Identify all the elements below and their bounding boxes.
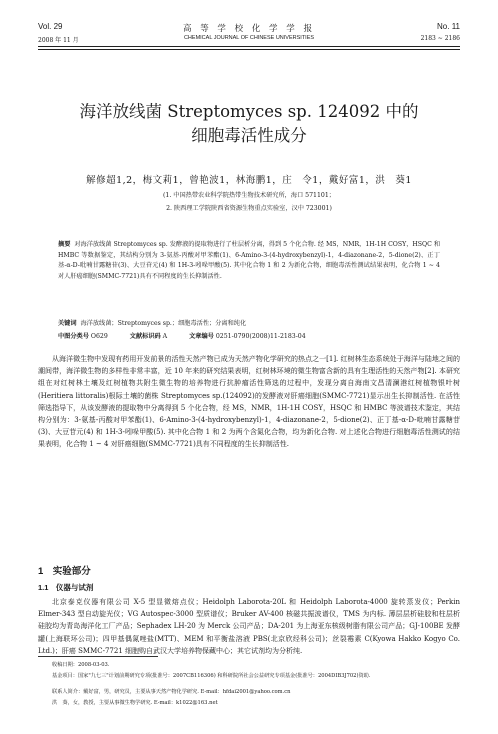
abstract-text: 对海洋放线菌 Streptomyces sp. 发酵液的提取物进行了柱层析分离，得到 5 个化合物. 经 MS，NMR，1H-1H COSY，HSQC 和 HMBC 等数据鉴定，其结构分别为 3-氨基-丙酸对甲苯酯(1)、6-Amino-3-(4-hydroxybenzyl)-1，4-diazonane-2，5-dione(2)、正丁基-α-D-吡喃甘露糖苷(3)、大豆苷元(4) 和 1H-3-吲哚甲酸(5). 其中化合物 1 和 2 为新化合物，细胞毒活性测试结果表明，化合物 1 ~ 4 对人肝癌细胞(SMMC-7721)具有不同程度的生长抑制活性. (58, 241, 441, 280)
issue-date: 2008 年 11 月 (38, 37, 79, 44)
doc-code-value: A (162, 333, 168, 340)
subsection-heading-1-1: 1.1 仪器与试剂 (38, 583, 94, 592)
keywords-label: 关键词 (58, 320, 77, 327)
keywords-text: 海洋放线菌；Streptomyces sp.；细胞毒活性；分离和纯化 (80, 320, 247, 327)
issue: No. 11 (437, 22, 460, 31)
paper-title (40, 100, 458, 148)
abstract-label: 摘要 (58, 241, 71, 248)
footnote-rule (38, 656, 158, 657)
author-list: 解修超1,2，梅文莉1，曾艳波1，林海鹏1，庄 令1，戴好富1，洪 葵1 (86, 175, 412, 186)
header-rule-thin (38, 49, 460, 50)
clc-label: 中图分类号 (58, 333, 89, 340)
footnote-contact-1: 联系人简介：戴好富，男，研究员，主要从事天然产物化学研究. E-mail：hfdai2001@yahoo.com.cn (52, 689, 291, 695)
footnote-funding: 基金项目：国家"九七三"计划前期研究专项(批准号：2007CB116306) 和科研院所社会公益研究专项基金(批准号：2004DIB3J702)资助. (52, 673, 371, 679)
footnote-contact-2: 洪 葵，女，教授，主要从事微生物学研究. E-mail：k1022@163.net (52, 700, 218, 706)
journal-name-en: CHEMICAL JOURNAL OF CHINESE UNIVERSITIES (183, 35, 315, 41)
article-no-label: 文章编号 (189, 333, 214, 340)
title-line-1: 海洋放线菌 Streptomyces sp. 124092 中的 (79, 102, 419, 121)
footnote-received: 收稿日期：2008-03-03. (52, 662, 110, 668)
classification (58, 331, 440, 340)
introduction: 从海洋微生物中发现有药用开发前景的活性天然产物已成为天然产物化学研究的热点之一[1]. 红树林生态系统处于海洋与陆地之间的潮间带，海洋微生物的多样性非常丰富，近 10 年来的研究结果表明，红树林环境的微生物富含新的具有生理活性的天然产物[2]. 本研究组在对红树林土壤及红树植物共附生微生物的培养物进行抗肿瘤活性筛选的过程中，发现分离自海南文昌清澜港红树植物银叶树(Heritiera littoralis)根际土壤的菌株 Streptomyces sp.(124092)的发酵液对肝癌细胞(SMMC-7721)显示出生长抑制活性. 在活性筛选指导下，从该发酵液的提取物中分离得到 5 个化合物，经 MS，NMR，1H-1H COSY，HSQC 和 HMBC 等波谱技术鉴定，其结构分别为：3-氨基-丙酸对甲苯酯(1)、6-Amino-3-(4-hydroxybenzyl)-1，4-diazonane-2，5-dione(2)、正丁基-α-D-吡喃甘露糖苷(3)、大豆苷元(4) 和 1H-3-吲哚甲酸(5). 其中化合物 1 和 2 为两个含氮化合物，均为新化合物. 对上述化合物进行细胞毒活性测试的结果表明，化合物 1 ~ 4 对肝癌细胞(SMMC-7721)具有不同程度的生长抑制活性. (38, 355, 460, 449)
journal-name-cn: 高 等 学 校 化 学 学 报 (183, 24, 315, 34)
section-heading: 1 实验部分 (38, 566, 91, 577)
header-rule (38, 46, 460, 47)
volume: Vol. 29 (38, 22, 63, 31)
keywords (58, 318, 440, 327)
doc-code-label: 文献标识码 (129, 333, 161, 340)
affiliation-2: 2. 陕西理工学院陕西省资源生物重点实验室，汉中 723001) (166, 205, 332, 212)
title-line-2: 细胞毒活性成分 (191, 126, 307, 145)
abstract (58, 240, 440, 282)
clc-value: O629 (90, 333, 108, 340)
instruments-text: 北京泰克仪器有限公司 X-5 型显微熔点仪；Heidolph Laborota-20L 和 Heidolph Laborota-4000 旋转蒸发仪；Perkin Elmer-343 型自动旋光仪；VG Autospec-3000 型质谱仪；Bruker AV-400 核磁共振波谱仪，TMS 为内标. 薄层层析硅胶和柱层析硅胶均为青岛海洋化工厂产品；Sephadex LH-20 为 Merck 公司产品；DA-201 为上海亚东核级树脂有限公司产品；GJ-100BE 发酵罐(上海联环公司)；四甲基偶氮唑盐(MTT)、MEM 和平衡盐溶液 PBS(北京欣经科公司)；丝裂霉素 C(Kyowa Hakko Kogyo Co. Ltd.)；肝癌 SMMC-7721 细胞购自武汉大学培养物保藏中心；其它试剂均为分析纯. (38, 598, 460, 654)
affiliation-1: (1. 中国热带农业科学院热带生物技术研究所，海口 571101； (163, 192, 335, 199)
journal-header (38, 22, 460, 52)
page-range: 2183 ~ 2186 (420, 35, 460, 42)
article-no-value: 0251-0790(2008)11-2183-04 (215, 333, 306, 340)
